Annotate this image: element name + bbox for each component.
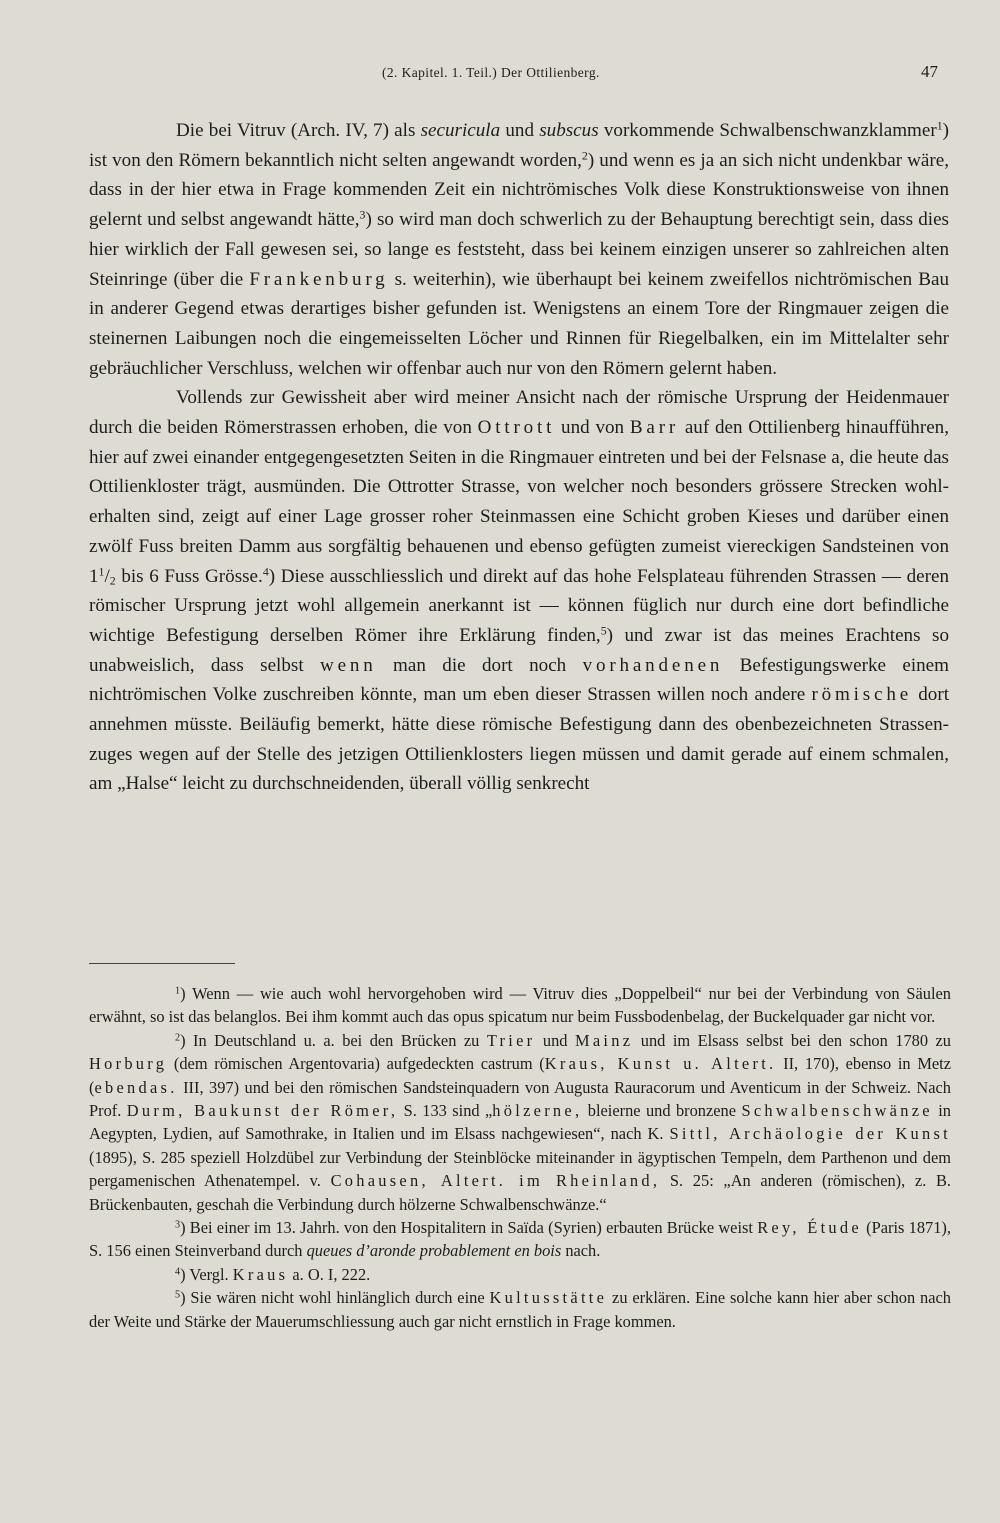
footnote-ref-3: 3 <box>359 207 366 222</box>
footnote-4: $^4$) Vergl. Kraus a. O. I, 222. <box>175 1264 371 1284</box>
footnote-2: $^2$) In Deutschland u. a. bei den Brücken zu Trier und Mainz und im Elsass selbst bei den schon 1780 zu Horburg (dem römischen Argentovaria) aufgedeckten castrum (Kraus, Kunst u. Altert. II, 170), ebenso in Metz (ebendas. III, 397) und bei den römischen Sandsteinquadern von Augusta Rauracorum und Aventicum in der Schweiz. Nach Prof. Durm, Baukunst der Römer, S. 133 sind „hölzerne, bleierne und bronzene Schwalbenschwänze in Aegypten, Lydien, auf Samothrake, in Italien und im Elsass nachgewiesen“, nach K. Sittl, Archäologie der Kunst (1895), S. 285 speziell Holzdübel zur Verbindung der Steinblöcke miteinander in ägyptischen Tempeln, dem Parthenon und dem pergamenischen Athenatempel. v. Cohausen, Altert. im Rheinland, S. 25: „An anderen (römischen), z. B. Brückenbauten, geschah die Verbindung durch hölzerne Schwalbenschwänze.“ <box>89 1030 952 1214</box>
footnote-ref-1: 1 <box>936 118 943 133</box>
footnote-3: $^3$) Bei einer im 13. Jahrh. von den Hospitalitern in Saïda (Syrien) erbauten Brücke weist Rey, Étude (Paris 1871), S. 156 einen Steinverband durch queues d’aronde probablement en bois nach. <box>89 1218 951 1261</box>
paragraph-1: Die bei Vitruv (Arch. IV, 7) als securicula und subscus vorkommende Schwalbenschwanzklammer$^1$) ist von den Römern bekanntlich nicht selten angewandt worden,$^2$) und wenn es ja an sich nicht undenkbar wäre, dass in der hier etwa in Frage kommenden Zeit ein nichtrömisches Volk diese Konstruktionsweise von ihnen gelernt und selbst angewandt hätte,$^3$) so wird man doch schwerlich zu der Behauptung berechtigt sein, dass dies hier wirklich der Fall gewesen sei, so lange es feststeht, dass bei keinem einzigen unserer so zahlreichen alten Steinringe (über die Frankenburg s. weiterhin), wie überhaupt bei keinem zweifellos nichtrömischen Bau in anderer Gegend etwas derartiges bisher gefunden ist. Wenigstens an einem Tore der Ringmauer zeigen die steinernen Laibungen noch die eingemeisselten Löcher und Rinnen für Riegelbalken, ein im Mittelalter sehr gebräuchlicher Verschluss, welchen wir offenbar auch nur von den Römern gelernt haben. <box>89 118 950 379</box>
footnote-ref-4: 4 <box>262 564 269 579</box>
paragraph-2: Vollends zur Gewissheit aber wird meiner Ansicht nach der römische Ursprung der Heidenmauer durch die beiden Römerstrassen erhoben, die von Ottrott und von Barr auf den Ottilienberg hinaufführen, hier auf zwei einander entgegengesetzten Seiten in die Ringmauer eintreten und bei der Felsnase a, die heute das Ottilienkloster trägt, ausmünden. Die Ottrotter Strasse, von welcher noch besonders grössere Strecken wohlerhalten sind, zeigt auf einer Lage grosser roher Steinmassen eine Schicht groben Kieses und darüber einen zwölf Fuss breiten Damm aus sorgfältig behauenen und ebenso gefügten zumeist viereckigen Sandsteinen von $1^1/_2$ bis 6 Fuss Grösse.$^4$) Diese ausschliesslich und direkt auf das hohe Felsplateau führenden Strassen — deren römischer Ursprung jetzt wohl allgemein anerkannt ist — können füglich nur durch eine dort befindliche wichtige Befestigung derselben Römer ihre Erklärung finden,$^5$) und zwar ist das meines Erachtens so unabweislich, dass selbst wenn man die dort noch vorhandenen Befestigungswerke einem nichtrömischen Volke zuschreiben könnte, man um eben dieser Strassen willen noch andere römische dort annehmen müsste. Beiläufig bemerkt, hätte diese römische Befestigung dann des obenbezeichneten Strassenzuges wegen auf der Stelle des jetzigen Ottilienklosters liegen müssen und damit gerade auf einem schmalen, am „Halse“ leicht zu durchschneidenden, überall völlig senkrecht <box>89 387 950 795</box>
page-number: 47 <box>921 62 938 81</box>
page-header <box>0 62 1000 86</box>
main-text <box>89 116 949 799</box>
footnote-5: $^5$) Sie wären nicht wohl hinlänglich durch eine Kultusstätte zu erklären. Eine solche kann hier aber schon nach der Weite und Stärke der Mauerumschliessung auch gar nicht ernstlich in Frage kommen. <box>89 1288 951 1331</box>
running-head: (2. Kapitel. 1. Teil.) Der Ottilienberg. <box>382 65 600 80</box>
footnote-divider <box>89 963 235 964</box>
footnote-ref-5: 5 <box>600 623 607 638</box>
footnote-ref-2: 2 <box>581 148 588 163</box>
footnotes <box>89 982 951 1333</box>
footnote-1: $^1$) Wenn — wie auch wohl hervorgehoben wird — Vitruv dies „Doppelbeil“ nur bei der Verbindung von Säulen erwähnt, so ist das belanglos. Bei ihm kommt auch das opus spicatum nur beim Fussbodenbelag, der Buckelquader gar nicht vor. <box>89 984 951 1027</box>
